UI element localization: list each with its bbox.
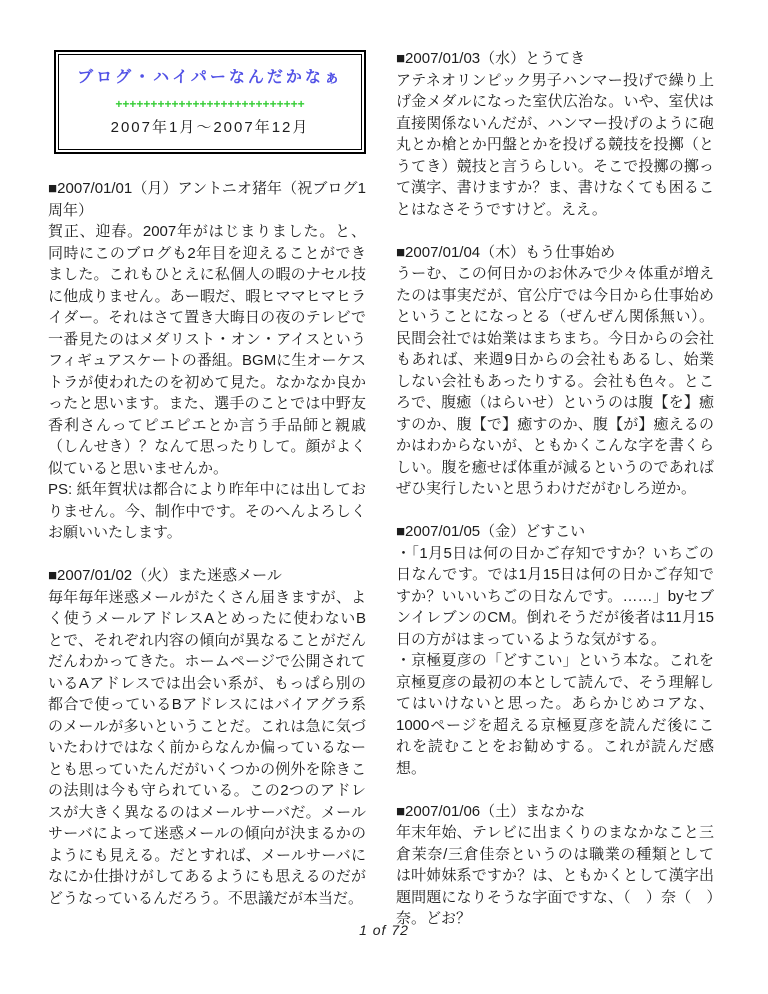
blog-title-box-inner xyxy=(58,54,362,150)
entry-paragraph: うーむ、この何日かのお休みで少々体重が増えたのは事実だが、官公庁では今日から仕事始めということになっとる（ぜんぜん関係無い）。民間会社では始業はまちまち。今日からの会社もあれば、来週9日からの会社もあるし、始業しない会社もあったりする。会社も色々。ところで、腹癒（はらいせ）というのは腹【を】癒すのか、腹【で】癒すのか、腹【が】癒えるのかはわからないが、ともかくこんな字を書くらしい。腹を癒せば体重が減るというのであればぜひ実行したいと思うわけだがむしろ逆か。 xyxy=(396,265,714,497)
entry-heading: ■2007/01/05（金）どすこい xyxy=(396,523,586,540)
entry-paragraph: ・「1月5日は何の日かご存知ですか？いちごの日なんです。では1月15日は何の日かご存知ですか？いいいちごの日なんです。……」byセブンイレブンのCM。倒れそうだが後者は11月15日の方がはまっているような気がする。 xyxy=(396,544,714,648)
entry-paragraph: PS: 紙年賀状は都合により昨年中には出しておりません。今、制作中です。そのへんよろしくお願いいたします。 xyxy=(48,481,366,541)
blog-entry-2007-01-01 xyxy=(48,178,366,544)
plus-divider: +++++++++++++++++++++++++++ xyxy=(115,97,305,111)
entry-heading: ■2007/01/06（土）まなかな xyxy=(396,802,586,820)
two-column-layout xyxy=(48,48,714,930)
blog-entry-2007-01-02 xyxy=(48,565,366,909)
blog-entry-2007-01-05 xyxy=(396,521,714,779)
right-column xyxy=(396,48,714,930)
blog-title-box xyxy=(54,50,366,154)
blog-title: ブログ・ハイパーなんだかなぁ xyxy=(77,69,343,86)
entry-paragraph: 賀正、迎春。2007年がはじまりました。と、同時にこのブログも2年目を迎えることができました。これもひとえに私個人の暇のナセル技に他成りません。あー暇だ、暇ヒママヒマヒライダー。それはさて置き大晦日の夜のテレビで一番見たのはメダリスト・オン・アイスというフィギュアスケートの番組。BGMに生オーケストラが使われたのを初めて見た。なかなか良かったと思います。また、選手のことでは中野友香利さんってピエピエとか言う手品師と親戚（しんせき）？なんて思ったりして。顔がよく似ていると思いませんか。 xyxy=(48,223,366,477)
entry-heading: ■2007/01/01（月）アントニオ猪年（祝ブログ1周年） xyxy=(48,180,366,219)
left-column xyxy=(48,48,366,930)
page-number: 1 of 72 xyxy=(359,922,409,938)
archive-date-range: 2007年1月〜2007年12月 xyxy=(110,119,310,136)
entry-paragraph: ・京極夏彦の「どすこい」という本な。これを京極夏彦の最初の本として読んで、そう理解してはいけないと思った。あらかじめコアな、1000ページを超える京極夏彦を読んだ後にこれを読むことをお勧めする。これが読んだ感想。 xyxy=(396,652,714,777)
blog-entry-2007-01-03 xyxy=(396,48,714,220)
blog-entry-2007-01-06 xyxy=(396,801,714,930)
entry-heading: ■2007/01/04（木）もう仕事始め xyxy=(396,243,616,261)
blog-entry-2007-01-04 xyxy=(396,242,714,500)
entry-heading: ■2007/01/03（水）とうてき xyxy=(396,50,586,67)
entry-paragraph: 年末年始、テレビに出まくりのまなかなこと三倉茉奈/三倉佳奈というのは職業の種類としては叶姉妹系ですか？は、ともかくとして漢字出題問題になりそうな字面ですな、（ ）奈（ ）奈。どお？ xyxy=(396,824,714,927)
entry-paragraph: アテネオリンピック男子ハンマー投げで繰り上げ金メダルになった室伏広治な。いや、室伏は直接関係ないんだが、ハンマー投げのように砲丸とか槍とか円盤とかを投げる競技を投擲（とうてき）競技と言うらしい。そこで投擲の擲って漢字、書けますか？ま、書けなくても困ることはなさそうですけど。ええ。 xyxy=(396,71,714,218)
entry-paragraph: 毎年毎年迷惑メールがたくさん届きますが、よく使うメールアドレスAとめったに使わないBとで、それぞれ内容の傾向が異なることがだんだんわかってきた。ホームページで公開されているAアドレスでは出会い系が、もっぱら別の都合で使っているBアドレスにはバイアグラ系のメールが多いということだ。これは急に気づいたわけではなく前からなんか偏っているなーとも思っていたんだがいくつかの例外を除きこの法則は今も守られている。この2つのアドレスが大きく異なるのはメールサーバだ。メールサーバによって迷惑メールの傾向が決まるかのようにも見える。だとすれば、メールサーバになにか仕掛けがしてあるようにも思えるのだがどうなっているんだろう。不思議だが本当だ。 xyxy=(48,588,366,907)
entry-heading: ■2007/01/02（火）また迷惑メール xyxy=(48,567,282,584)
